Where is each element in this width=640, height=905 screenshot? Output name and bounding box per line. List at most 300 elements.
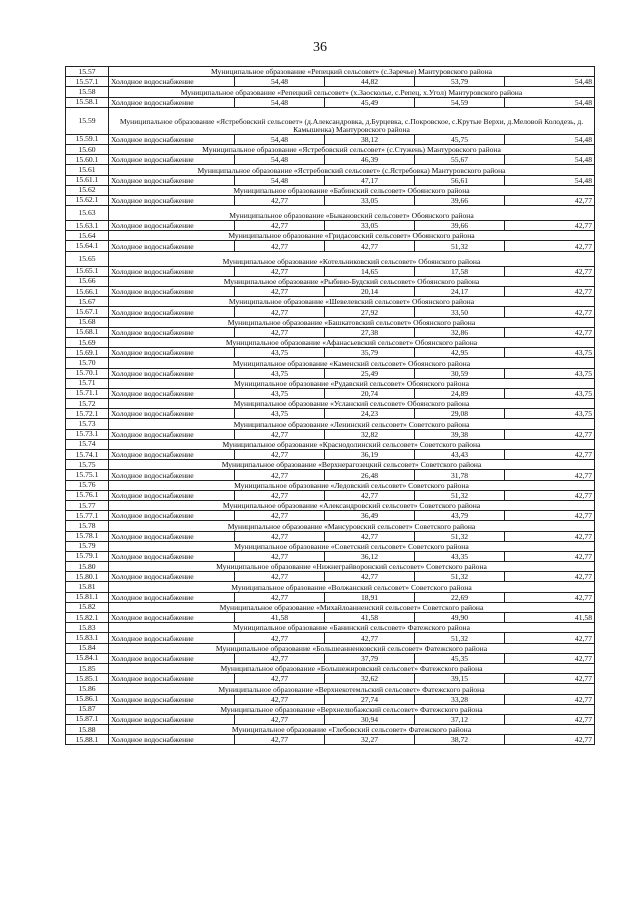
row-number: 15.82 xyxy=(66,602,109,612)
municipality-row xyxy=(66,725,595,735)
tariff-row xyxy=(66,409,595,419)
row-number: 15.84.1 xyxy=(66,653,109,663)
tariff-value: 42,77 xyxy=(505,633,595,643)
row-number: 15.76 xyxy=(66,480,109,490)
municipality-title: Муниципальное образование «Бабинский сельсовет» Обоянского района xyxy=(109,185,595,195)
tariff-value: 30,59 xyxy=(415,368,505,378)
row-number: 15.61 xyxy=(66,165,109,175)
tariff-row xyxy=(66,592,595,602)
tariff-value: 42,77 xyxy=(505,551,595,561)
service-name: Холодное водоснабжение xyxy=(109,470,235,480)
tariff-value: 54,48 xyxy=(505,155,595,165)
municipality-title: Муниципальное образование «Краснодолинский сельсовет» Советского района xyxy=(109,439,595,449)
tariff-row xyxy=(66,470,595,480)
tariff-row xyxy=(66,613,595,623)
municipality-row xyxy=(66,500,595,510)
tariff-value: 54,48 xyxy=(505,97,595,107)
service-name: Холодное водоснабжение xyxy=(109,241,235,251)
service-name: Холодное водоснабжение xyxy=(109,409,235,419)
municipality-row xyxy=(66,231,595,241)
tariff-value: 32,86 xyxy=(415,327,505,337)
municipality-title: Муниципальное образование «Каменский сельсовет» Обоянского района xyxy=(109,358,595,368)
row-number: 15.83 xyxy=(66,623,109,633)
municipality-row xyxy=(66,460,595,470)
tariff-value: 33,05 xyxy=(325,195,415,205)
row-number: 15.57 xyxy=(66,67,109,77)
tariff-value: 33,28 xyxy=(415,694,505,704)
tariff-row xyxy=(66,511,595,521)
tariff-value: 51,32 xyxy=(415,633,505,643)
tariff-value: 26,48 xyxy=(325,470,415,480)
row-number: 15.74 xyxy=(66,439,109,449)
tariff-value: 25,49 xyxy=(325,368,415,378)
service-name: Холодное водоснабжение xyxy=(109,368,235,378)
tariff-value: 42,77 xyxy=(505,470,595,480)
municipality-row xyxy=(66,251,595,266)
tariff-row xyxy=(66,348,595,358)
tariff-value: 41,58 xyxy=(235,613,325,623)
tariff-table xyxy=(65,66,595,745)
tariff-value: 54,48 xyxy=(235,77,325,87)
service-name: Холодное водоснабжение xyxy=(109,97,235,107)
municipality-row xyxy=(66,419,595,429)
tariff-value: 43,43 xyxy=(415,450,505,460)
municipality-row xyxy=(66,297,595,307)
row-number: 15.63.1 xyxy=(66,221,109,231)
row-number: 15.58 xyxy=(66,87,109,97)
municipality-row xyxy=(66,582,595,592)
tariff-value: 42,77 xyxy=(505,490,595,500)
row-number: 15.68.1 xyxy=(66,327,109,337)
municipality-title: Муниципальное образование «Александровский сельсовет» Советского района xyxy=(109,500,595,510)
row-number: 15.60 xyxy=(66,144,109,154)
tariff-value: 27,92 xyxy=(325,307,415,317)
tariff-value: 42,77 xyxy=(505,735,595,745)
row-number: 15.80.1 xyxy=(66,572,109,582)
municipality-title: Муниципальное образование «Банинский сельсовет» Фатежского района xyxy=(109,623,595,633)
tariff-value: 39,66 xyxy=(415,195,505,205)
municipality-row xyxy=(66,439,595,449)
municipality-row xyxy=(66,317,595,327)
municipality-title: Муниципальное образование «Михайлоанненский сельсовет» Советского района xyxy=(109,602,595,612)
municipality-row xyxy=(66,663,595,673)
tariff-value: 42,77 xyxy=(235,735,325,745)
row-number: 15.66 xyxy=(66,276,109,286)
tariff-value: 43,75 xyxy=(505,368,595,378)
tariff-value: 42,77 xyxy=(235,694,325,704)
page-number: 36 xyxy=(313,40,327,55)
tariff-value: 46,39 xyxy=(325,155,415,165)
municipality-title: Муниципальное образование «Большеанненковский сельсовет» Фатежского района xyxy=(109,643,595,653)
service-name: Холодное водоснабжение xyxy=(109,694,235,704)
row-number: 15.62 xyxy=(66,185,109,195)
tariff-value: 42,77 xyxy=(235,221,325,231)
tariff-value: 32,82 xyxy=(325,429,415,439)
row-number: 15.85 xyxy=(66,663,109,673)
service-name: Холодное водоснабжение xyxy=(109,175,235,185)
municipality-title: Муниципальное образование «Котельниковский сельсовет» Обоянского района xyxy=(109,251,595,266)
municipality-row xyxy=(66,87,595,97)
municipality-title: Муниципальное образование «Глебовский сельсовет» Фатежского района xyxy=(109,725,595,735)
row-number: 15.75.1 xyxy=(66,470,109,480)
municipality-row xyxy=(66,602,595,612)
row-number: 15.59 xyxy=(66,107,109,134)
service-name: Холодное водоснабжение xyxy=(109,572,235,582)
tariff-value: 24,17 xyxy=(415,287,505,297)
row-number: 15.78.1 xyxy=(66,531,109,541)
tariff-value: 42,77 xyxy=(235,429,325,439)
tariff-value: 42,77 xyxy=(235,551,325,561)
tariff-row xyxy=(66,531,595,541)
tariff-value: 42,77 xyxy=(235,633,325,643)
tariff-value: 42,77 xyxy=(235,241,325,251)
tariff-value: 43,75 xyxy=(505,388,595,398)
tariff-value: 54,48 xyxy=(235,175,325,185)
tariff-row xyxy=(66,429,595,439)
tariff-value: 44,82 xyxy=(325,77,415,87)
tariff-value: 32,27 xyxy=(325,735,415,745)
municipality-row xyxy=(66,107,595,134)
service-name: Холодное водоснабжение xyxy=(109,490,235,500)
service-name: Холодное водоснабжение xyxy=(109,348,235,358)
municipality-title: Муниципальное образование «Мансуровский сельсовет» Советского района xyxy=(109,521,595,531)
tariff-value: 14,65 xyxy=(325,266,415,276)
row-number: 15.79 xyxy=(66,541,109,551)
tariff-value: 42,77 xyxy=(235,674,325,684)
tariff-value: 24,23 xyxy=(325,409,415,419)
tariff-value: 38,72 xyxy=(415,735,505,745)
tariff-value: 27,74 xyxy=(325,694,415,704)
tariff-row xyxy=(66,388,595,398)
tariff-value: 42,77 xyxy=(505,266,595,276)
tariff-value: 56,61 xyxy=(415,175,505,185)
service-name: Холодное водоснабжение xyxy=(109,714,235,724)
tariff-row xyxy=(66,735,595,745)
row-number: 15.84 xyxy=(66,643,109,653)
municipality-row xyxy=(66,67,595,77)
row-number: 15.76.1 xyxy=(66,490,109,500)
tariff-value: 51,32 xyxy=(415,572,505,582)
tariff-value: 42,77 xyxy=(505,221,595,231)
municipality-title: Муниципальное образование «Верхнерагозецкий сельсовет» Советского района xyxy=(109,460,595,470)
municipality-row xyxy=(66,480,595,490)
municipality-row xyxy=(66,144,595,154)
row-number: 15.74.1 xyxy=(66,450,109,460)
tariff-value: 39,38 xyxy=(415,429,505,439)
row-number: 15.88.1 xyxy=(66,735,109,745)
row-number: 15.65 xyxy=(66,251,109,266)
tariff-row xyxy=(66,368,595,378)
tariff-value: 45,35 xyxy=(415,653,505,663)
tariff-value: 49,90 xyxy=(415,613,505,623)
tariff-value: 42,77 xyxy=(235,592,325,602)
tariff-value: 31,78 xyxy=(415,470,505,480)
service-name: Холодное водоснабжение xyxy=(109,266,235,276)
row-number: 15.60.1 xyxy=(66,155,109,165)
municipality-title: Муниципальное образование «Верхнекотемльский сельсовет» Фатежского района xyxy=(109,684,595,694)
municipality-row xyxy=(66,623,595,633)
tariff-value: 42,77 xyxy=(235,653,325,663)
tariff-value: 39,15 xyxy=(415,674,505,684)
municipality-row xyxy=(66,643,595,653)
tariff-value: 41,58 xyxy=(505,613,595,623)
tariff-value: 42,77 xyxy=(505,511,595,521)
tariff-value: 42,77 xyxy=(505,714,595,724)
municipality-row xyxy=(66,378,595,388)
service-name: Холодное водоснабжение xyxy=(109,327,235,337)
municipality-row xyxy=(66,185,595,195)
municipality-row xyxy=(66,206,595,221)
row-number: 15.71.1 xyxy=(66,388,109,398)
tariff-value: 27,38 xyxy=(325,327,415,337)
tariff-value: 42,77 xyxy=(505,572,595,582)
tariff-value: 42,77 xyxy=(505,429,595,439)
municipality-row xyxy=(66,399,595,409)
row-number: 15.64 xyxy=(66,231,109,241)
service-name: Холодное водоснабжение xyxy=(109,613,235,623)
row-number: 15.77 xyxy=(66,500,109,510)
municipality-title: Муниципальное образование «Рыбино-Будский сельсовет» Обоянского района xyxy=(109,276,595,286)
tariff-value: 43,75 xyxy=(235,388,325,398)
tariff-value: 43,35 xyxy=(415,551,505,561)
municipality-title: Муниципальное образование «Ястребовский сельсовет» (с.Ястребовка) Мантуровского района xyxy=(109,165,595,175)
municipality-title: Муниципальное образование «Афанасьевский сельсовет» Обоянского района xyxy=(109,337,595,347)
tariff-value: 54,48 xyxy=(505,175,595,185)
tariff-row xyxy=(66,287,595,297)
tariff-row xyxy=(66,490,595,500)
row-number: 15.81 xyxy=(66,582,109,592)
municipality-title: Муниципальное образование «Усланский сельсовет» Обоянского района xyxy=(109,399,595,409)
tariff-value: 43,75 xyxy=(235,348,325,358)
row-number: 15.64.1 xyxy=(66,241,109,251)
service-name: Холодное водоснабжение xyxy=(109,633,235,643)
tariff-row xyxy=(66,195,595,205)
tariff-value: 29,08 xyxy=(415,409,505,419)
tariff-value: 37,79 xyxy=(325,653,415,663)
row-number: 15.82.1 xyxy=(66,613,109,623)
row-number: 15.75 xyxy=(66,460,109,470)
row-number: 15.69 xyxy=(66,337,109,347)
tariff-value: 43,75 xyxy=(235,409,325,419)
tariff-value: 45,75 xyxy=(415,134,505,144)
tariff-value: 54,59 xyxy=(415,97,505,107)
municipality-title: Муниципальное образование «Нижнеграйворонский сельсовет» Советского района xyxy=(109,562,595,572)
row-number: 15.83.1 xyxy=(66,633,109,643)
table-body xyxy=(66,67,595,745)
municipality-title: Муниципальное образование «Ястребовский сельсовет» (д.Александровка, д.Бурцевка, с.Покровское, с.Крутые Верхи, д.Меловой Колодезь, д. Камышенка) Мантуровского района xyxy=(109,107,595,134)
tariff-value: 20,74 xyxy=(325,388,415,398)
row-number: 15.63 xyxy=(66,206,109,221)
service-name: Холодное водоснабжение xyxy=(109,77,235,87)
service-name: Холодное водоснабжение xyxy=(109,592,235,602)
row-number: 15.81.1 xyxy=(66,592,109,602)
tariff-value: 42,77 xyxy=(505,592,595,602)
row-number: 15.68 xyxy=(66,317,109,327)
tariff-value: 45,49 xyxy=(325,97,415,107)
service-name: Холодное водоснабжение xyxy=(109,307,235,317)
tariff-value: 43,75 xyxy=(505,409,595,419)
tariff-value: 18,91 xyxy=(325,592,415,602)
tariff-value: 17,58 xyxy=(415,266,505,276)
tariff-value: 42,77 xyxy=(325,490,415,500)
row-number: 15.85.1 xyxy=(66,674,109,684)
row-number: 15.67.1 xyxy=(66,307,109,317)
municipality-title: Муниципальное образование «Быкановский сельсовет» Обоянского района xyxy=(109,206,595,221)
tariff-value: 42,77 xyxy=(235,195,325,205)
tariff-value: 42,77 xyxy=(325,241,415,251)
tariff-row xyxy=(66,450,595,460)
tariff-value: 43,79 xyxy=(415,511,505,521)
tariff-value: 42,77 xyxy=(505,653,595,663)
row-number: 15.69.1 xyxy=(66,348,109,358)
tariff-value: 54,48 xyxy=(505,134,595,144)
service-name: Холодное водоснабжение xyxy=(109,195,235,205)
tariff-row xyxy=(66,97,595,107)
tariff-row xyxy=(66,134,595,144)
tariff-value: 42,77 xyxy=(505,287,595,297)
municipality-row xyxy=(66,521,595,531)
tariff-row xyxy=(66,694,595,704)
municipality-row xyxy=(66,276,595,286)
tariff-row xyxy=(66,221,595,231)
row-number: 15.86 xyxy=(66,684,109,694)
municipality-row xyxy=(66,358,595,368)
tariff-value: 42,77 xyxy=(505,241,595,251)
tariff-value: 51,32 xyxy=(415,490,505,500)
row-number: 15.66.1 xyxy=(66,287,109,297)
municipality-title: Муниципальное образование «Волжанский сельсовет» Советского района xyxy=(109,582,595,592)
service-name: Холодное водоснабжение xyxy=(109,429,235,439)
tariff-row xyxy=(66,572,595,582)
municipality-title: Муниципальное образование «Репецкий сельсовет» (с.Заречье) Мантуровского района xyxy=(109,67,595,77)
tariff-value: 54,48 xyxy=(235,97,325,107)
tariff-value: 42,77 xyxy=(505,531,595,541)
municipality-row xyxy=(66,337,595,347)
service-name: Холодное водоснабжение xyxy=(109,735,235,745)
service-name: Холодное водоснабжение xyxy=(109,450,235,460)
tariff-row xyxy=(66,77,595,87)
tariff-value: 42,77 xyxy=(235,450,325,460)
service-name: Холодное водоснабжение xyxy=(109,155,235,165)
tariff-value: 42,77 xyxy=(235,490,325,500)
municipality-row xyxy=(66,562,595,572)
row-number: 15.67 xyxy=(66,297,109,307)
municipality-title: Муниципальное образование «Большежировский сельсовет» Фатежского района xyxy=(109,663,595,673)
tariff-value: 53,79 xyxy=(415,77,505,87)
tariff-row xyxy=(66,155,595,165)
service-name: Холодное водоснабжение xyxy=(109,134,235,144)
tariff-value: 33,50 xyxy=(415,307,505,317)
row-number: 15.87.1 xyxy=(66,714,109,724)
tariff-value: 22,69 xyxy=(415,592,505,602)
tariff-value: 42,77 xyxy=(235,266,325,276)
row-number: 15.57.1 xyxy=(66,77,109,87)
tariff-value: 42,77 xyxy=(505,674,595,684)
municipality-title: Муниципальное образование «Шевелевский сельсовет» Обоянского района xyxy=(109,297,595,307)
tariff-row xyxy=(66,307,595,317)
municipality-title: Муниципальное образование «Репецкий сельсовет» (х.Заосколье, с.Репец, х.Угол) Мантуровского района xyxy=(109,87,595,97)
municipality-title: Муниципальное образование «Гридасовский сельсовет» Обоянского района xyxy=(109,231,595,241)
tariff-value: 43,75 xyxy=(505,348,595,358)
tariff-value: 42,77 xyxy=(235,287,325,297)
row-number: 15.71 xyxy=(66,378,109,388)
tariff-row xyxy=(66,653,595,663)
row-number: 15.88 xyxy=(66,725,109,735)
tariff-value: 42,77 xyxy=(325,633,415,643)
service-name: Холодное водоснабжение xyxy=(109,531,235,541)
tariff-value: 42,77 xyxy=(235,714,325,724)
tariff-value: 42,77 xyxy=(505,694,595,704)
municipality-row xyxy=(66,541,595,551)
tariff-value: 36,12 xyxy=(325,551,415,561)
tariff-value: 42,95 xyxy=(415,348,505,358)
tariff-value: 42,77 xyxy=(235,511,325,521)
row-number: 15.62.1 xyxy=(66,195,109,205)
row-number: 15.80 xyxy=(66,562,109,572)
row-number: 15.70 xyxy=(66,358,109,368)
tariff-row xyxy=(66,175,595,185)
municipality-title: Муниципальное образование «Советский сельсовет» Советского района xyxy=(109,541,595,551)
service-name: Холодное водоснабжение xyxy=(109,511,235,521)
service-name: Холодное водоснабжение xyxy=(109,551,235,561)
row-number: 15.77.1 xyxy=(66,511,109,521)
municipality-title: Муниципальное образование «Ястребовский сельсовет» (с.Стужень) Мантуровского района xyxy=(109,144,595,154)
municipality-row xyxy=(66,165,595,175)
row-number: 15.70.1 xyxy=(66,368,109,378)
row-number: 15.72 xyxy=(66,399,109,409)
tariff-row xyxy=(66,551,595,561)
service-name: Холодное водоснабжение xyxy=(109,388,235,398)
row-number: 15.58.1 xyxy=(66,97,109,107)
tariff-value: 51,32 xyxy=(415,531,505,541)
tariff-row xyxy=(66,241,595,251)
municipality-title: Муниципальное образование «Башкатовский сельсовет» Обоянского района xyxy=(109,317,595,327)
tariff-value: 42,77 xyxy=(505,195,595,205)
row-number: 15.65.1 xyxy=(66,266,109,276)
tariff-value: 42,77 xyxy=(235,327,325,337)
tariff-value: 54,48 xyxy=(235,134,325,144)
municipality-title: Муниципальное образование «Рудавский сельсовет» Обоянского района xyxy=(109,378,595,388)
row-number: 15.78 xyxy=(66,521,109,531)
service-name: Холодное водоснабжение xyxy=(109,653,235,663)
tariff-value: 35,79 xyxy=(325,348,415,358)
tariff-row xyxy=(66,633,595,643)
tariff-value: 42,77 xyxy=(505,307,595,317)
tariff-value: 30,94 xyxy=(325,714,415,724)
row-number: 15.79.1 xyxy=(66,551,109,561)
tariff-value: 42,77 xyxy=(325,572,415,582)
row-number: 15.73 xyxy=(66,419,109,429)
tariff-value: 42,77 xyxy=(235,470,325,480)
municipality-row xyxy=(66,684,595,694)
tariff-row xyxy=(66,266,595,276)
municipality-title: Муниципальное образование «Верхнелюбажский сельсовет» Фатежского района xyxy=(109,704,595,714)
municipality-title: Муниципальное образование «Ленинский сельсовет» Советского района xyxy=(109,419,595,429)
tariff-value: 41,58 xyxy=(325,613,415,623)
municipality-row xyxy=(66,704,595,714)
tariff-value: 43,75 xyxy=(235,368,325,378)
tariff-row xyxy=(66,674,595,684)
tariff-value: 55,67 xyxy=(415,155,505,165)
row-number: 15.61.1 xyxy=(66,175,109,185)
tariff-value: 42,77 xyxy=(505,327,595,337)
tariff-value: 39,66 xyxy=(415,221,505,231)
tariff-value: 37,12 xyxy=(415,714,505,724)
tariff-value: 42,77 xyxy=(235,572,325,582)
tariff-value: 42,77 xyxy=(235,307,325,317)
tariff-row xyxy=(66,714,595,724)
tariff-value: 47,17 xyxy=(325,175,415,185)
